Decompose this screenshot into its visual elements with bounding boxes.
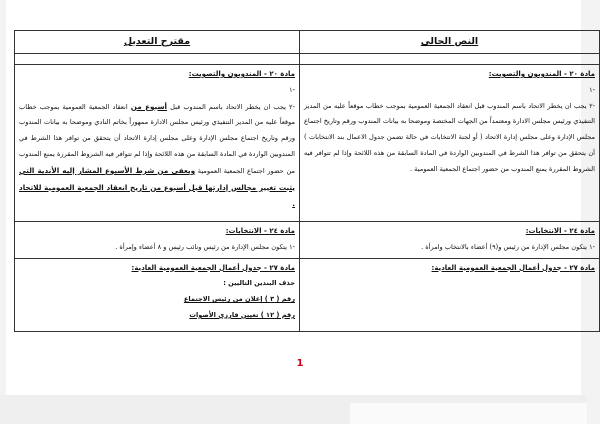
- article-27-proposed-line3: رقم ( ١٢ ) تعيين فارزي الأصوات: [189, 310, 295, 319]
- highlight-one-week: أسبوع من: [130, 101, 168, 111]
- article-24-current-cell: [300, 222, 600, 259]
- document-page: [6, 0, 595, 395]
- table-header-row: [15, 31, 600, 54]
- article-24-proposed-title: مادة ٢٤ - الانتخابات:: [225, 227, 295, 235]
- article-20-proposed-item2: -٢ يجب ان يخطر الاتحاد باسم المندوب قبل أسبوع من انعقاد الجمعية العمومية بموجب خطاب موقعاً عليه من المدير التنفيذي ورئيس مجلس الادارة ممهوراً بخاتم النادي وموضحا به بيانات المندوب ورقم وتاريخ اجتماع مجلس الإدارة وعلى مجلس إدارة الاتحاد أن يتحقق من توافر هذا الشرط في المندوبين الواردة في المادة السابقة من هذه اللائحة وإذا لم تتوافر فيه الشروط المقررة يمنع المندوب من حضور اجتماع الجمعية العمومية ويعفى من شرط الأسبوع المشار إليه الأندية التي يثبت تغيير مجالس إدارتها قبل أسبوع من تاريخ انعقاد الجمعية العمومية للاتحاد .: [19, 101, 295, 209]
- article-27-proposed-line2: رقم ( ٣ ) إعلان من رئيس الاجتماع: [183, 295, 295, 304]
- bottom-light-patch: [350, 403, 587, 424]
- article-20-current-item2: -٢ يجب ان يخطر الاتحاد باسم المندوب قبل انعقاد الجمعية العمومية بموجب خطاب موقعاً عليه من المدير التنفيذي ورئيس مجلس الادارة ومعتمداً من الجهات المختصة وموضحا به بيانات المندوب ورقم وتاريخ اجتماع مجلس الإدارة وعلى مجلس إدارة الاتحاد ( أو لجنة الانتخابات في حالة تضمن جدول الاعمال بند الانتخابات ) أن يتحقق من توافر هذا الشرط في المندوبين الواردة في المادة السابقة من هذه اللائحة وإذا لم تتوافر فيه الشروط المقررة يمنع المندوب من حضور اجتماع الجمعية العمومية .: [304, 101, 595, 173]
- article-20-proposed-item1: -١: [289, 85, 295, 94]
- article-27-row: [15, 258, 600, 331]
- article-20-current-cell: [300, 65, 600, 222]
- article-24-proposed-cell: [15, 222, 300, 259]
- header-proposed-amendment: مقترح التعديل: [15, 31, 300, 54]
- comparison-table: [14, 30, 600, 332]
- article-24-proposed-item1: -١ يتكون مجلس الإدارة من رئيس ونائب رئيس و ٨ أعضاء وإمرأة .: [115, 242, 295, 251]
- highlight-exemption: ويعفى من شرط الأسبوع المشار إليه الأندية التي يثبت تغيير مجالس إدارتها قبل أسبوع من تاريخ انعقاد الجمعية العمومية للاتحاد .: [19, 165, 295, 209]
- article-20-proposed-cell: [15, 65, 300, 222]
- article-27-current-cell: [300, 258, 600, 331]
- article-27-proposed-cell: [15, 258, 300, 331]
- article-24-row: [15, 222, 600, 259]
- header-current-text: النص الحالي: [300, 31, 600, 54]
- article-20-row: [15, 65, 600, 222]
- bottom-margin-strip: [0, 395, 587, 424]
- article-20-proposed-title: مادة ٢٠ - المندوبون والتصويت:: [188, 70, 295, 78]
- spacer-row: [15, 54, 600, 65]
- article-27-current-title: مادة ٢٧ - جدول أعمال الجمعية العمومية العادية:: [431, 263, 595, 272]
- article-27-proposed-title: مادة ٢٧ - جدول أعمال الجمعية العمومية العادية:: [131, 263, 295, 272]
- page-number: 1: [296, 358, 304, 369]
- article-27-proposed-line1: حذف البندين التاليين :: [223, 279, 295, 288]
- article-20-current-title: مادة ٢٠ - المندوبون والتصويت:: [488, 70, 595, 78]
- article-24-current-title: مادة ٢٤ - الانتخابات:: [525, 227, 595, 235]
- article-24-current-item1: -١ يتكون مجلس الإدارة من رئيس و(٩) أعضاء بالانتخاب وامرأة .: [421, 242, 595, 251]
- article-20-current-item1: -١: [589, 85, 595, 94]
